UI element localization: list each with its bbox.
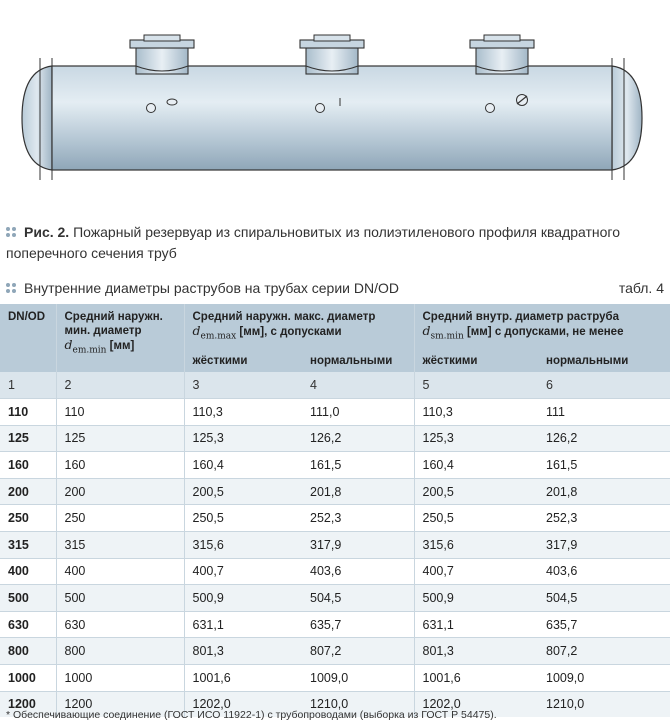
manhole-1: [130, 35, 194, 74]
dn-cell: 200: [0, 478, 56, 505]
footnote: * Обеспечивающие соединение (ГОСТ ИСО 11922-1) с трубопроводами (выборка из ГОСТ Р 54475).: [6, 709, 497, 721]
value-cell: 1009,0: [302, 664, 414, 691]
manhole-3: [470, 35, 534, 74]
value-cell: 400,7: [184, 558, 302, 585]
caption-text: Пожарный резервуар из спиральновитых из полиэтиленового профиля квадратного поперечного сечения труб: [6, 224, 620, 261]
table-row: [0, 399, 670, 426]
sub-sm-min: sm.min: [430, 331, 464, 342]
value-cell: 250,5: [184, 505, 302, 532]
sym-d: d: [64, 337, 73, 352]
value-cell: 315: [56, 531, 184, 558]
value-cell: 161,5: [538, 452, 670, 479]
right-end-cap: [612, 66, 642, 170]
value-cell: 400,7: [414, 558, 538, 585]
tank-body: [52, 66, 612, 170]
header-em-min: [56, 304, 184, 372]
value-cell: 252,3: [302, 505, 414, 532]
value-cell: 630: [56, 611, 184, 638]
value-cell: 500: [56, 585, 184, 612]
value-cell: 631,1: [414, 611, 538, 638]
value-cell: 800: [56, 638, 184, 665]
value-cell: 1210,0: [538, 691, 670, 717]
dn-cell: 630: [0, 611, 56, 638]
value-cell: 201,8: [538, 478, 670, 505]
value-cell: 161,5: [302, 452, 414, 479]
value-cell: 1202,0: [184, 691, 302, 717]
value-cell: 125,3: [414, 425, 538, 452]
unit-tolerance: [мм], с допусками: [236, 326, 342, 338]
dn-cell: 160: [0, 452, 56, 479]
value-cell: 635,7: [302, 611, 414, 638]
value-cell: 504,5: [538, 585, 670, 612]
table-row: [0, 452, 670, 479]
header-sm-min-text: Средний внутр. диаметр раструба: [422, 311, 619, 323]
value-cell: 126,2: [538, 425, 670, 452]
value-cell: 631,1: [184, 611, 302, 638]
value-cell: 125: [56, 425, 184, 452]
dn-cell: 800: [0, 638, 56, 665]
value-cell: 250: [56, 505, 184, 532]
figure-caption: [6, 222, 666, 264]
value-cell: 500,9: [184, 585, 302, 612]
header-em-max-text: Средний наружн. макс. диаметр: [192, 311, 376, 323]
index-cell: 6: [538, 372, 670, 399]
caption-label: Рис. 2.: [24, 224, 70, 240]
bullet-dots-icon: [6, 283, 17, 294]
value-cell: 315,6: [184, 531, 302, 558]
value-cell: 160: [56, 452, 184, 479]
value-cell: 200,5: [184, 478, 302, 505]
index-cell: 3: [184, 372, 302, 399]
table-row: [0, 505, 670, 532]
value-cell: 110,3: [414, 399, 538, 426]
value-cell: 504,5: [302, 585, 414, 612]
value-cell: 200,5: [414, 478, 538, 505]
table-row: [0, 425, 670, 452]
value-cell: 126,2: [302, 425, 414, 452]
dn-cell: 1200: [0, 691, 56, 717]
symbol-d-sm-min: [422, 323, 464, 342]
value-cell: 807,2: [538, 638, 670, 665]
index-cell: 2: [56, 372, 184, 399]
table-number: табл. 4: [618, 280, 664, 296]
dn-cell: 500: [0, 585, 56, 612]
table-title-text: Внутренние диаметры раструбов на трубах серии DN/OD: [24, 280, 399, 296]
sub-em-max: em.max: [200, 331, 237, 342]
value-cell: 317,9: [302, 531, 414, 558]
value-cell: 500,9: [414, 585, 538, 612]
table-row: [0, 478, 670, 505]
dn-cell: 125: [0, 425, 56, 452]
value-cell: 1009,0: [538, 664, 670, 691]
sub-em-min: em.min: [72, 345, 107, 356]
header-rigid-1: жёсткими: [184, 350, 302, 372]
value-cell: 400: [56, 558, 184, 585]
table-title: [6, 280, 399, 296]
header-em-max: [184, 304, 414, 350]
header-dn: DN/OD: [0, 304, 56, 372]
dn-cell: 250: [0, 505, 56, 532]
header-sm-min: [414, 304, 670, 350]
value-cell: 111: [538, 399, 670, 426]
value-cell: 252,3: [538, 505, 670, 532]
value-cell: 801,3: [414, 638, 538, 665]
bullet-dots-icon: [6, 227, 17, 238]
symbol-d-em-max: [192, 323, 237, 342]
unit-tolerance-min: [мм] с допусками, не менее: [463, 326, 624, 338]
dn-cell: 1000: [0, 664, 56, 691]
value-cell: 315,6: [414, 531, 538, 558]
value-cell: 201,8: [302, 478, 414, 505]
index-cell: 5: [414, 372, 538, 399]
index-cell: 1: [0, 372, 56, 399]
value-cell: 807,2: [302, 638, 414, 665]
value-cell: 160,4: [414, 452, 538, 479]
diameters-table: [0, 304, 670, 717]
index-row: [0, 372, 670, 399]
table-row: [0, 664, 670, 691]
value-cell: 250,5: [414, 505, 538, 532]
unit-mm: [мм]: [106, 340, 135, 352]
value-cell: 1200: [56, 691, 184, 717]
header-normal-2: нормальными: [538, 350, 670, 372]
symbol-d-em-min: [64, 337, 107, 356]
dn-cell: 400: [0, 558, 56, 585]
header-normal-1: нормальными: [302, 350, 414, 372]
value-cell: 317,9: [538, 531, 670, 558]
value-cell: 110,3: [184, 399, 302, 426]
tank-figure: [0, 0, 670, 215]
value-cell: 635,7: [538, 611, 670, 638]
sym-d: d: [422, 323, 431, 338]
manhole-2: [300, 35, 364, 74]
index-cell: 4: [302, 372, 414, 399]
left-end-cap: [22, 66, 52, 170]
value-cell: 1202,0: [414, 691, 538, 717]
value-cell: 125,3: [184, 425, 302, 452]
value-cell: 1000: [56, 664, 184, 691]
header-em-min-text: Средний наружн. мин. диаметр: [64, 311, 163, 337]
table-body: [0, 372, 670, 717]
table-row: [0, 558, 670, 585]
value-cell: 1001,6: [184, 664, 302, 691]
header-rigid-2: жёсткими: [414, 350, 538, 372]
value-cell: 403,6: [302, 558, 414, 585]
table-row: [0, 638, 670, 665]
value-cell: 1001,6: [414, 664, 538, 691]
value-cell: 200: [56, 478, 184, 505]
value-cell: 1210,0: [302, 691, 414, 717]
value-cell: 403,6: [538, 558, 670, 585]
sym-d: d: [192, 323, 201, 338]
dn-cell: 315: [0, 531, 56, 558]
value-cell: 160,4: [184, 452, 302, 479]
dn-cell: 110: [0, 399, 56, 426]
value-cell: 801,3: [184, 638, 302, 665]
value-cell: 110: [56, 399, 184, 426]
value-cell: 111,0: [302, 399, 414, 426]
table-row: [0, 531, 670, 558]
table-row: [0, 611, 670, 638]
table-row: [0, 585, 670, 612]
